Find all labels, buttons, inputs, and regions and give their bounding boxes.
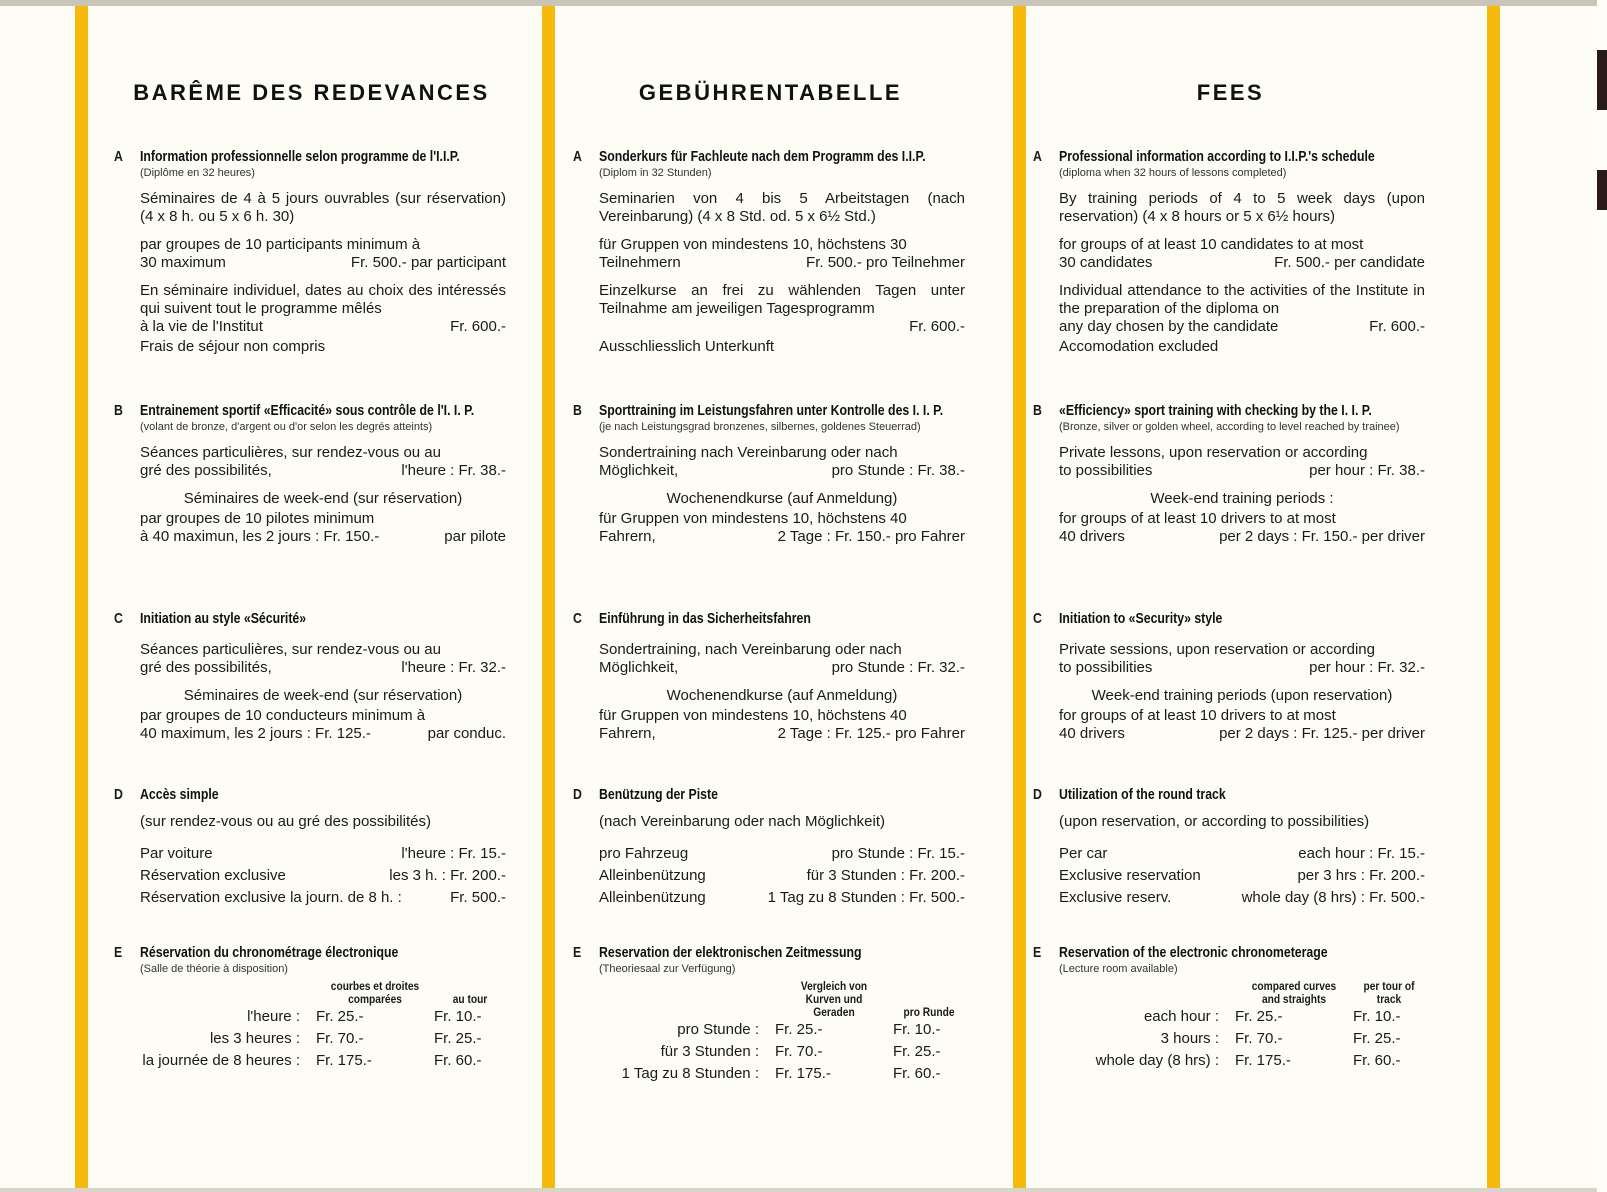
price-line [599, 887, 965, 909]
price-table [140, 980, 506, 1072]
section-title: Einführung in das Sicherheitsfahren [599, 610, 811, 627]
price-line [599, 865, 965, 887]
section-title: Professional information according to I.I.P.'s schedule [1059, 148, 1375, 165]
cell: Fr. 175.- [775, 1065, 831, 1082]
section-letter: C [573, 610, 582, 627]
section-letter: A [573, 148, 582, 165]
paragraph: par groupes de 10 conducteurs minimum à [140, 707, 426, 724]
section-c [114, 610, 509, 743]
section-e [114, 944, 509, 1072]
price-value: par conduc. [427, 725, 506, 742]
cell: Fr. 70.- [316, 1030, 364, 1047]
paragraph: für Gruppen von mindestens 10, höchstens 30 [599, 236, 907, 253]
price-line [1059, 887, 1425, 909]
price-line [1059, 254, 1425, 272]
price-value: pro Stunde : Fr. 38.- [831, 462, 965, 479]
section-subtitle: (Diplom in 32 Stunden) [599, 167, 712, 179]
paragraph: Accomodation excluded [1059, 338, 1219, 355]
right-edge-mark [1597, 170, 1607, 210]
paragraph: Séminaires de 4 à 5 jours ouvrables (sur réservation) (4 x 8 h. ou 5 x 6 h. 30) [140, 190, 506, 225]
table-row [1059, 1050, 1425, 1072]
section-e [1033, 944, 1428, 1072]
price-label: pro Fahrzeug [599, 845, 689, 862]
row-label: each hour : [1143, 1008, 1219, 1025]
yellow-stripe [75, 6, 88, 1188]
table-header [1059, 980, 1425, 1006]
section-b [114, 402, 509, 546]
price-value: per 3 hrs : Fr. 200.- [1297, 867, 1425, 884]
section-title: Information professionnelle selon programme de l'I.I.P. [140, 148, 460, 165]
table-row [140, 1050, 506, 1072]
table-row [1059, 1006, 1425, 1028]
section-letter: D [1033, 786, 1042, 803]
section-e [573, 944, 968, 1085]
price-table [1059, 980, 1425, 1072]
row-label: für 3 Stunden : [660, 1043, 759, 1060]
section-title: Réservation du chronométrage électronique [140, 944, 399, 961]
price-value: Fr. 600.- [1369, 318, 1425, 335]
top-edge [0, 0, 1607, 6]
price-value: per 2 days : Fr. 150.- per driver [1219, 528, 1425, 545]
price-value: each hour : Fr. 15.- [1298, 845, 1425, 862]
price-value: Fr. 500.- par participant [350, 254, 506, 271]
table-row [599, 1041, 965, 1063]
section-d [114, 786, 509, 909]
paragraph: (nach Vereinbarung oder nach Möglichkeit) [599, 813, 886, 830]
price-value: par pilote [444, 528, 506, 545]
column-title: FEES [1196, 80, 1265, 105]
price-value: Fr. 500.- per candidate [1274, 254, 1425, 271]
price-value: l'heure : Fr. 38.- [401, 462, 506, 479]
column-title: GEBÜHRENTABELLE [638, 80, 903, 105]
section-letter: B [573, 402, 582, 419]
row-label: 1 Tag zu 8 Stunden : [621, 1065, 759, 1082]
price-line [599, 659, 965, 677]
section-a [573, 148, 968, 356]
price-value: l'heure : Fr. 32.- [401, 659, 506, 676]
section-letter: B [114, 402, 123, 419]
paragraph: Private sessions, upon reservation or according [1059, 641, 1375, 658]
cell: Fr. 70.- [1235, 1030, 1283, 1047]
column-header: au tour [452, 992, 488, 1006]
section-subtitle: (volant de bronze, d'argent ou d'or selon les degrés atteints) [140, 421, 433, 433]
section-letter: D [114, 786, 123, 803]
paragraph: Seminarien von 4 bis 5 Arbeitstagen (nach Vereinbarung) (4 x 8 Std. od. 5 x 6½ Std.) [599, 190, 965, 225]
section-letter: B [1033, 402, 1042, 419]
price-value: les 3 h. : Fr. 200.- [389, 867, 506, 884]
price-value: 2 Tage : Fr. 150.- pro Fahrer [777, 528, 965, 545]
price-label: Exclusive reservation [1059, 867, 1201, 884]
section-b [573, 402, 968, 546]
price-label: 40 maximum, les 2 jours : Fr. 125.- [140, 725, 371, 742]
paragraph: Séances particulières, sur rendez-vous ou au [140, 641, 441, 658]
centered-heading: Wochenendkurse (auf Anmeldung) [666, 687, 898, 704]
section-title: Sporttraining im Leistungsfahren unter Kontrolle des I. I. P. [599, 402, 944, 419]
price-line [1059, 318, 1425, 336]
price-label: Par voiture [140, 845, 213, 862]
price-label: gré des possibilités, [140, 462, 272, 479]
section-letter: E [573, 944, 582, 961]
price-value: Fr. 500.- [450, 889, 506, 906]
cell: Fr. 60.- [434, 1052, 482, 1069]
cell: Fr. 25.- [1235, 1008, 1283, 1025]
row-label: les 3 heures : [209, 1030, 300, 1047]
price-line [140, 725, 506, 743]
cell: Fr. 25.- [316, 1008, 364, 1025]
cell: Fr. 25.- [775, 1021, 823, 1038]
yellow-stripe [1013, 6, 1026, 1188]
section-subtitle: (Diplôme en 32 heures) [140, 167, 255, 179]
row-label: whole day (8 hrs) : [1095, 1052, 1219, 1069]
column-header: courbes et droites comparées [330, 979, 420, 1006]
cell: Fr. 25.- [893, 1043, 941, 1060]
section-a [114, 148, 509, 356]
price-line [599, 843, 965, 865]
row-label: 3 hours : [1160, 1030, 1219, 1047]
price-line [1059, 659, 1425, 677]
section-letter: C [1033, 610, 1042, 627]
section-subtitle: (Salle de théorie à disposition) [140, 963, 288, 975]
price-line [1059, 725, 1425, 743]
centered-heading: Week-end training periods (upon reservation) [1091, 687, 1393, 704]
price-line [599, 725, 965, 743]
section-letter: A [1033, 148, 1042, 165]
price-line [1059, 843, 1425, 865]
price-line [140, 318, 506, 336]
paragraph: für Gruppen von mindestens 10, höchstens 40 [599, 510, 907, 527]
cell: Fr. 175.- [1235, 1052, 1291, 1069]
section-title: Initiation to «Security» style [1059, 610, 1223, 627]
price-value: per hour : Fr. 38.- [1309, 462, 1425, 479]
cell: Fr. 70.- [775, 1043, 823, 1060]
price-line [140, 462, 506, 480]
price-line [599, 254, 965, 272]
section-title: Utilization of the round track [1059, 786, 1226, 803]
yellow-stripe [542, 6, 555, 1188]
centered-heading: Séminaires de week-end (sur réservation) [183, 687, 463, 704]
section-a [1033, 148, 1428, 356]
price-value: whole day (8 hrs) : Fr. 500.- [1241, 889, 1425, 906]
section-letter: D [573, 786, 582, 803]
section-b [1033, 402, 1428, 546]
price-line [599, 318, 965, 336]
bottom-edge [0, 1188, 1607, 1192]
price-label: to possibilities [1059, 659, 1153, 676]
price-label: Teilnehmern [599, 254, 681, 271]
cell: Fr. 25.- [434, 1030, 482, 1047]
section-c [573, 610, 968, 743]
section-title: Reservation of the electronic chronometerage [1059, 944, 1328, 961]
price-label: Möglichkeit, [599, 462, 679, 479]
section-d [573, 786, 968, 909]
price-line [140, 528, 506, 546]
section-letter: C [114, 610, 123, 627]
price-label: 40 drivers [1059, 725, 1125, 742]
centered-heading: Wochenendkurse (auf Anmeldung) [666, 490, 898, 507]
price-line [140, 843, 506, 865]
table-row [599, 1019, 965, 1041]
row-label: l'heure : [247, 1008, 300, 1025]
column-header: per tour of track [1363, 979, 1415, 1006]
price-label: à la vie de l'Institut [140, 318, 263, 335]
paragraph: Séances particulières, sur rendez-vous ou au [140, 444, 441, 461]
section-subtitle: (Lecture room available) [1059, 963, 1178, 975]
section-subtitle: (diploma when 32 hours of lessons completed) [1059, 167, 1287, 179]
paragraph: Ausschliesslich Unterkunft [599, 338, 775, 355]
right-edge-mark [1597, 50, 1607, 110]
price-label: Alleinbenützung [599, 867, 706, 884]
table-row [140, 1028, 506, 1050]
price-line [140, 254, 506, 272]
price-line [599, 462, 965, 480]
section-title: Sonderkurs für Fachleute nach dem Programm des I.I.P. [599, 148, 926, 165]
price-label: 30 maximum [140, 254, 226, 271]
price-value: für 3 Stunden : Fr. 200.- [806, 867, 965, 884]
price-line [140, 865, 506, 887]
price-label: Per car [1059, 845, 1108, 862]
price-label: to possibilities [1059, 462, 1153, 479]
section-title: Accès simple [140, 786, 219, 803]
price-line [140, 659, 506, 677]
cell: Fr. 10.- [893, 1021, 941, 1038]
price-value: 2 Tage : Fr. 125.- pro Fahrer [777, 725, 965, 742]
price-label: Alleinbenützung [599, 889, 706, 906]
price-label: à 40 maximun, les 2 jours : Fr. 150.- [140, 528, 380, 545]
centered-heading: Séminaires de week-end (sur réservation) [183, 490, 463, 507]
price-value: 1 Tag zu 8 Stunden : Fr. 500.- [767, 889, 965, 906]
paragraph: Private lessons, upon reservation or according [1059, 444, 1368, 461]
paragraph: (upon reservation, or according to possibilities) [1059, 813, 1370, 830]
cell: Fr. 60.- [1353, 1052, 1401, 1069]
row-label: pro Stunde : [677, 1021, 759, 1038]
price-value: per 2 days : Fr. 125.- per driver [1219, 725, 1425, 742]
price-label: Fahrern, [599, 725, 656, 742]
section-title: «Efficiency» sport training with checking by the I. I. P. [1059, 402, 1372, 419]
row-label: la journée de 8 heures : [142, 1052, 300, 1069]
cell: Fr. 60.- [893, 1065, 941, 1082]
section-subtitle: (je nach Leistungsgrad bronzenes, silbernes, goldenes Steuerrad) [599, 421, 921, 433]
cell: Fr. 10.- [434, 1008, 482, 1025]
price-value: pro Stunde : Fr. 32.- [831, 659, 965, 676]
paragraph: Sondertraining, nach Vereinbarung oder nach [599, 641, 902, 658]
price-line [1059, 865, 1425, 887]
price-line [1059, 528, 1425, 546]
cell: Fr. 25.- [1353, 1030, 1401, 1047]
price-value: pro Stunde : Fr. 15.- [831, 845, 965, 862]
paragraph: En séminaire individuel, dates au choix des intéressés qui suivent tout le programme mêlés [140, 282, 506, 317]
price-label: gré des possibilités, [140, 659, 272, 676]
section-letter: E [1033, 944, 1042, 961]
table-header [140, 980, 506, 1006]
price-label: Exclusive reserv. [1059, 889, 1172, 906]
column-header: compared curves and straights [1251, 979, 1337, 1006]
price-label: Réservation exclusive la journ. de 8 h. : [140, 889, 402, 906]
paragraph: par groupes de 10 pilotes minimum [140, 510, 375, 527]
centered-heading: Week-end training periods : [1150, 490, 1334, 507]
section-subtitle: (Theoriesaal zur Verfügung) [599, 963, 736, 975]
price-label: any day chosen by the candidate [1059, 318, 1279, 335]
section-c [1033, 610, 1428, 743]
price-label: Möglichkeit, [599, 659, 679, 676]
paragraph: for groups of at least 10 drivers to at most [1059, 510, 1336, 527]
table-row [599, 1063, 965, 1085]
price-label: Réservation exclusive [140, 867, 286, 884]
price-label: 40 drivers [1059, 528, 1125, 545]
paragraph: Sondertraining nach Vereinbarung oder nach [599, 444, 898, 461]
price-line [1059, 462, 1425, 480]
paragraph: By training periods of 4 to 5 week days (upon reservation) (4 x 8 hours or 5 x 6½ hours) [1059, 190, 1425, 225]
price-line [599, 528, 965, 546]
cell: Fr. 10.- [1353, 1008, 1401, 1025]
paragraph: (sur rendez-vous ou au gré des possibilités) [140, 813, 431, 830]
table-header [599, 980, 965, 1019]
paragraph: par groupes de 10 participants minimum à [140, 236, 421, 253]
price-label: 30 candidates [1059, 254, 1153, 271]
paragraph: Individual attendance to the activities of the Institute in the preparation of the diploma on [1059, 282, 1425, 317]
price-value: per hour : Fr. 32.- [1309, 659, 1425, 676]
price-label: Fahrern, [599, 528, 656, 545]
section-subtitle: (Bronze, silver or golden wheel, according to level reached by trainee) [1059, 421, 1400, 433]
price-value: Fr. 500.- pro Teilnehmer [806, 254, 965, 271]
section-title: Entrainement sportif «Efficacité» sous contrôle de l'I. I. P. [140, 402, 475, 419]
paragraph: für Gruppen von mindestens 10, höchstens 40 [599, 707, 907, 724]
section-title: Initiation au style «Sécurité» [140, 610, 307, 627]
section-letter: E [114, 944, 123, 961]
paragraph: Frais de séjour non compris [140, 338, 326, 355]
table-row [1059, 1028, 1425, 1050]
paragraph: for groups of at least 10 candidates to at most [1059, 236, 1364, 253]
price-value: Fr. 600.- [450, 318, 506, 335]
section-d [1033, 786, 1428, 909]
section-letter: A [114, 148, 123, 165]
price-line [140, 887, 506, 909]
section-title: Reservation der elektronischen Zeitmessung [599, 944, 862, 961]
price-value: l'heure : Fr. 15.- [401, 845, 506, 862]
column-header: pro Runde [903, 1005, 955, 1019]
yellow-stripe [1487, 6, 1500, 1188]
table-row [140, 1006, 506, 1028]
section-title: Benützung der Piste [599, 786, 718, 803]
column-title: BARÊME DES REDEVANCES [133, 80, 490, 105]
price-value: Fr. 600.- [909, 318, 965, 335]
paragraph: for groups of at least 10 drivers to at most [1059, 707, 1336, 724]
column-header: Vergleich von Kurven und Geraden [800, 979, 868, 1019]
paragraph: Einzelkurse an frei zu wählenden Tagen unter Teilnahme am jeweiligen Tagesprogramm [599, 282, 965, 317]
cell: Fr. 175.- [316, 1052, 372, 1069]
price-table [599, 980, 965, 1085]
